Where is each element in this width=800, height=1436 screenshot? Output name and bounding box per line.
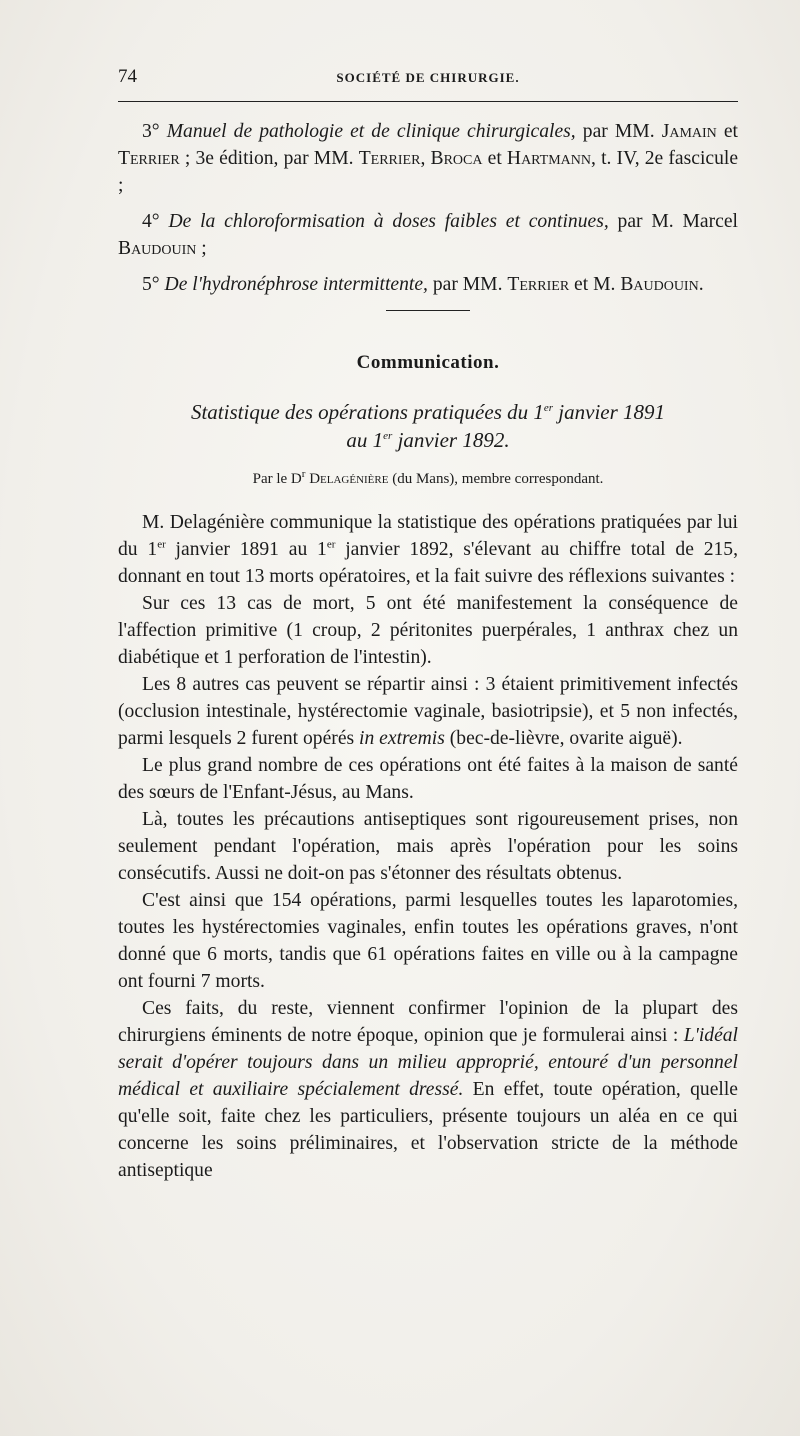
text-fragment: par MM. — [575, 121, 662, 142]
text-fragment: Les 8 autres cas peuvent se répartir ainsi : 3 étaient primitivement infectés (occlusion intestinale, hystérectomie vaginale, basiotripsie), et 5 non infectés, parmi lesquels 2 furent opérés — [118, 674, 738, 749]
section-title: Communication. — [356, 352, 500, 373]
header-rule — [118, 101, 738, 102]
text-fragment: janvier 1892, s'élevant au chiffre total de 215, donnant en tout 13 morts opératoires, et la fait suivre des réflexions suivantes : — [118, 539, 738, 587]
paragraph: C'est ainsi que 154 opérations, parmi lesquelles toutes les laparotomies, toutes les hystérectomies vaginales, enfin toutes les opérations graves, n'ont donné que 6 morts, tandis que 61 opérations faites en ville ou à la campagne ont fourni 7 morts. — [118, 890, 738, 992]
running-head: SOCIÉTÉ DE CHIRURGIE. — [336, 70, 520, 85]
section-divider — [386, 310, 470, 311]
title-fragment: janvier 1892. — [392, 428, 510, 452]
text-fragment: par M. Marcel — [608, 211, 738, 232]
author-name: Jamain — [661, 121, 717, 142]
author-name: Terrier — [358, 148, 421, 169]
superscript: r — [301, 468, 306, 480]
text-fragment: En effet, toute opération, quelle qu'elle soit, faite chez les particuliers, présente toujours un aléa en ce qui concerne les soins préliminaires, et l'observation stricte de la méthode antiseptique — [118, 1079, 738, 1181]
author-name: Hartmann — [506, 148, 592, 169]
book-title: De la chloroformisation à doses faibles et continues, — [168, 211, 609, 232]
text-fragment: et — [482, 148, 507, 169]
text-fragment: ; 3e édition, par MM. — [179, 148, 359, 169]
list-number: 5° — [142, 274, 160, 295]
author-name: Terrier — [507, 274, 570, 295]
text-fragment: , t. IV, 2e fascicule ; — [118, 148, 739, 196]
superscript: er — [543, 402, 554, 414]
page-header — [118, 66, 738, 94]
paragraph: Sur ces 13 cas de mort, 5 ont été manifestement la conséquence de l'affection primitive (1 croup, 2 péritonites puerpérales, 1 anthrax chez un diabétique et 1 perforation de l'intestin). — [118, 593, 738, 668]
list-item — [118, 208, 738, 262]
author-name: Terrier — [118, 148, 180, 169]
title-fragment: Statistique des opérations pratiquées du 1 — [190, 400, 544, 424]
italic-phrase: in extremis — [359, 728, 445, 749]
superscript: er — [383, 430, 393, 442]
article-title — [118, 398, 738, 454]
paragraph — [118, 509, 738, 590]
text-fragment: par MM. — [427, 274, 508, 295]
author-name: Baudouin — [620, 274, 699, 295]
paragraph: Là, toutes les précautions antiseptiques sont rigoureusement prises, non seulement pendant l'opération, mais après l'opération pour les soins consécutifs. Aussi ne doit-on pas s'étonner des résultats obtenus. — [118, 809, 738, 884]
author-name: Baudouin — [118, 238, 197, 259]
text-fragment: et M. — [569, 274, 621, 295]
list-number: 3° — [142, 121, 160, 142]
paragraph — [118, 995, 738, 1184]
text-fragment: janvier 1891 au 1 — [165, 539, 327, 560]
page-body — [118, 118, 738, 1184]
list-number: 4° — [142, 211, 160, 232]
superscript: er — [157, 538, 166, 551]
superscript: er — [326, 538, 336, 551]
text-fragment: ; — [196, 238, 207, 259]
author-name: Delagénière — [309, 471, 389, 487]
text-fragment: . — [698, 274, 704, 295]
italic-phrase: L'idéal serait d'opérer toujours dans un milieu approprié, entouré d'un personnel médical et auxiliaire spécialement dressé. — [118, 1025, 738, 1100]
list-item — [118, 271, 738, 298]
title-fragment: janvier 1891 — [553, 400, 666, 424]
list-item — [118, 118, 738, 199]
text-fragment: et — [716, 121, 738, 142]
text-fragment: , — [420, 148, 431, 169]
title-fragment: au 1 — [346, 428, 384, 452]
text-fragment: Par le D — [252, 471, 302, 487]
text-fragment: (du Mans), membre correspondant. — [388, 471, 604, 487]
page-number: 74 — [118, 66, 137, 87]
text-fragment: Ces faits, du reste, viennent confirmer l'opinion de la plupart des chirurgiens éminents de notre époque, opinion que je formulerai ainsi : — [118, 998, 738, 1046]
book-title: De l'hydronéphrose intermittente, — [164, 274, 428, 295]
byline — [118, 466, 738, 493]
paragraph — [118, 671, 738, 752]
text-fragment: M. Delagénière communique la statistique des opérations pratiquées par lui du 1 — [118, 512, 738, 560]
author-name: Broca — [430, 148, 483, 169]
text-fragment: (bec-de-lièvre, ovarite aiguë). — [444, 728, 683, 749]
paragraph: Le plus grand nombre de ces opérations ont été faites à la maison de santé des sœurs de l'Enfant-Jésus, au Mans. — [118, 755, 738, 803]
book-title: Manuel de pathologie et de clinique chirurgicales, — [166, 121, 576, 142]
